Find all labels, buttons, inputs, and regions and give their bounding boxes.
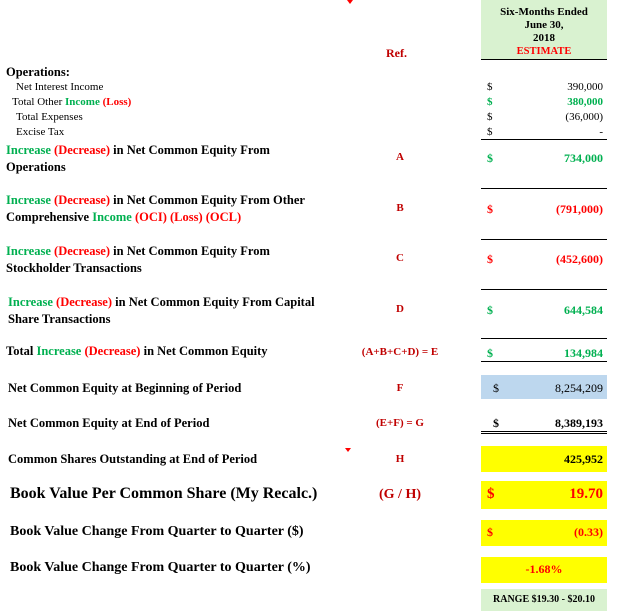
estimate-label: ESTIMATE bbox=[516, 46, 572, 57]
bv-change-pct-label: Book Value Change From Quarter to Quarter (%) bbox=[10, 560, 311, 575]
ref-header: Ref. bbox=[386, 46, 407, 60]
excise-tax-value: - bbox=[599, 126, 603, 138]
total-other-income-label: Total Other Income (Loss) bbox=[12, 96, 132, 108]
section-h-comment-marker bbox=[345, 448, 351, 452]
section-g-dollar: $ bbox=[493, 416, 499, 430]
section-d-ref: D bbox=[396, 303, 404, 315]
operations-title: Operations: bbox=[6, 65, 70, 79]
section-d-underline bbox=[481, 338, 607, 339]
section-b-underline bbox=[481, 239, 607, 240]
section-b-ref: B bbox=[396, 202, 404, 214]
section-d-label: Increase (Decrease) in Net Common Equity From Capital Share Transactions bbox=[8, 295, 315, 326]
bv-change-dollar-sign: $ bbox=[487, 525, 493, 539]
section-f-value: 8,254,209 bbox=[555, 381, 603, 395]
section-b-label: Increase (Decrease) in Net Common Equity From Other Comprehensive Income (OCI) (Loss) (OCL) bbox=[6, 193, 305, 224]
section-g-ref: (E+F) = G bbox=[376, 417, 424, 429]
section-b-dollar: $ bbox=[487, 202, 493, 216]
operations-underline bbox=[481, 139, 607, 140]
section-h-ref: H bbox=[395, 453, 405, 465]
period-header-line2: June 30, bbox=[524, 19, 564, 31]
section-c-label: Increase (Decrease) in Net Common Equity From Stockholder Transactions bbox=[6, 244, 270, 275]
total-expenses-value: (36,000) bbox=[565, 111, 603, 123]
section-c-value: (452,600) bbox=[556, 252, 603, 266]
section-f-label: Net Common Equity at Beginning of Period bbox=[8, 381, 242, 395]
book-value-value: 19.70 bbox=[569, 486, 603, 502]
section-h-label: Common Shares Outstanding at End of Period bbox=[8, 452, 258, 466]
section-a-dollar: $ bbox=[487, 151, 493, 165]
header-underline bbox=[481, 59, 607, 60]
section-c-ref: C bbox=[396, 252, 404, 264]
section-g-underline-2 bbox=[481, 433, 607, 434]
comment-marker bbox=[347, 0, 353, 4]
section-c-underline bbox=[481, 289, 607, 290]
net-interest-income-label: Net Interest Income bbox=[16, 81, 104, 93]
section-b-value: (791,000) bbox=[556, 202, 603, 216]
section-a-underline bbox=[481, 188, 607, 189]
book-value-label: Book Value Per Common Share (My Recalc.) bbox=[10, 485, 318, 502]
section-e-value: 134,984 bbox=[564, 346, 603, 360]
total-other-income-value: 380,000 bbox=[567, 96, 603, 108]
section-g-label: Net Common Equity at End of Period bbox=[8, 416, 210, 430]
section-h-value: 425,952 bbox=[564, 452, 603, 466]
section-a-ref: A bbox=[396, 151, 404, 163]
bv-change-dollar-label: Book Value Change From Quarter to Quarter ($) bbox=[10, 524, 304, 539]
section-g-underline-1 bbox=[481, 431, 607, 432]
section-f-ref: F bbox=[396, 382, 404, 394]
section-e-underline bbox=[481, 361, 607, 362]
section-e-label: Total Increase (Decrease) in Net Common Equity bbox=[6, 344, 268, 358]
excise-tax-label: Excise Tax bbox=[16, 126, 65, 138]
section-f-dollar: $ bbox=[493, 381, 499, 395]
book-value-dollar: $ bbox=[487, 486, 495, 502]
section-e-dollar: $ bbox=[487, 346, 493, 360]
section-a-value: 734,000 bbox=[564, 151, 603, 165]
range-label: RANGE $19.30 - $20.10 bbox=[493, 594, 595, 605]
section-a-label: Increase (Decrease) in Net Common Equity From Operations bbox=[6, 143, 270, 174]
section-e-ref: (A+B+C+D) = E bbox=[361, 346, 439, 358]
bv-change-pct-value: -1.68% bbox=[525, 562, 563, 576]
excise-tax-dollar: $ bbox=[487, 126, 493, 138]
section-d-dollar: $ bbox=[487, 303, 493, 317]
section-d-value: 644,584 bbox=[564, 303, 603, 317]
bv-change-dollar-value: (0.33) bbox=[574, 525, 603, 539]
period-header-line1: Six-Months Ended bbox=[500, 6, 588, 18]
section-g-value: 8,389,193 bbox=[555, 416, 603, 430]
book-value-ref: (G / H) bbox=[379, 487, 421, 502]
total-expenses-label: Total Expenses bbox=[16, 111, 83, 123]
net-interest-income-value: 390,000 bbox=[567, 81, 603, 93]
section-c-dollar: $ bbox=[487, 252, 493, 266]
period-header-line3: 2018 bbox=[533, 32, 555, 44]
total-expenses-dollar: $ bbox=[487, 111, 493, 123]
net-interest-income-dollar: $ bbox=[487, 81, 493, 93]
total-other-income-dollar: $ bbox=[487, 96, 493, 108]
